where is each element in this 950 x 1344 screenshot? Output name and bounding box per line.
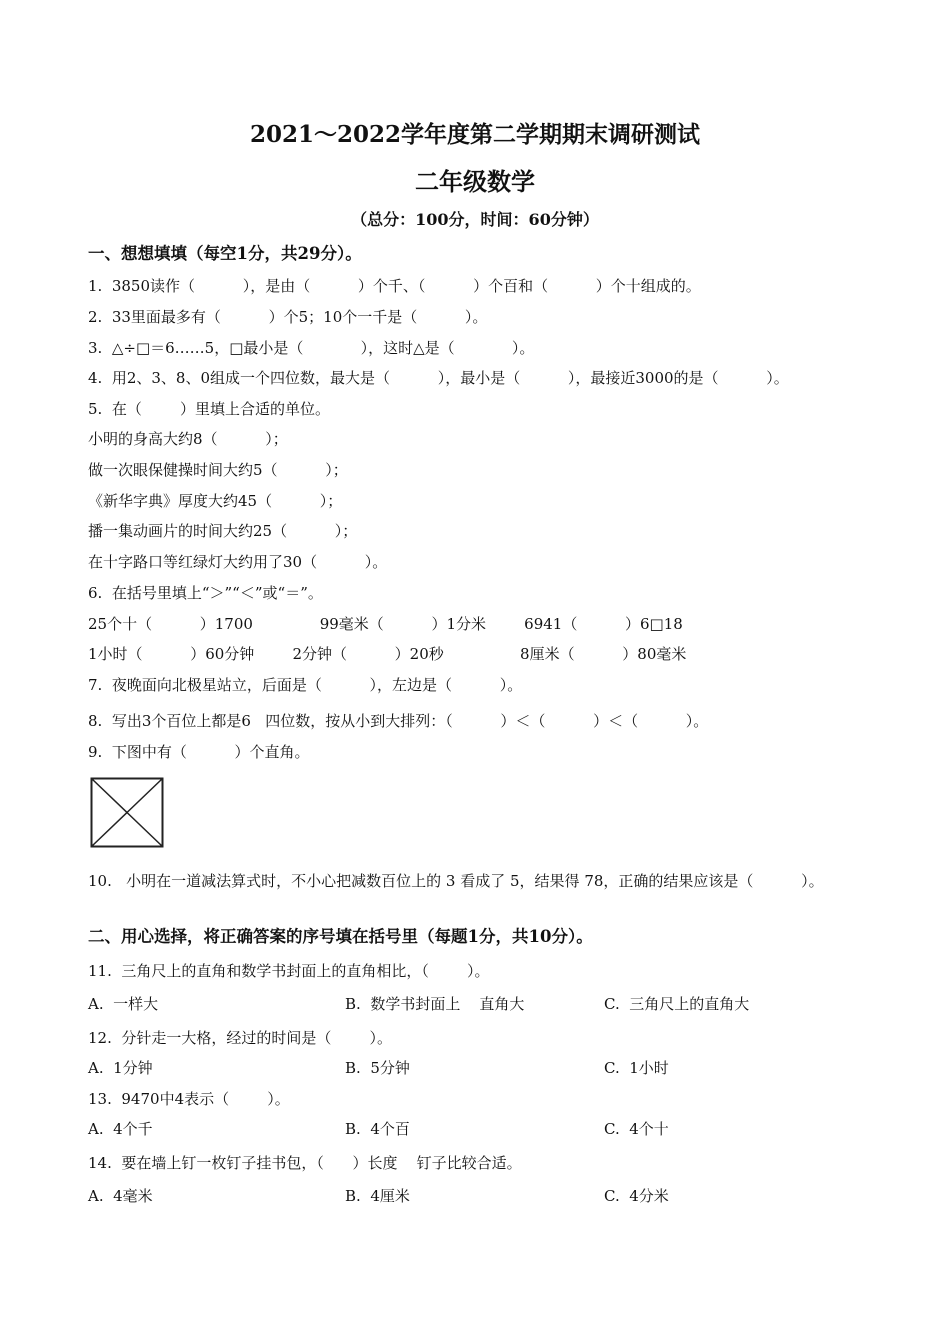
- question-11: 11. 三角尺上的直角和数学书封面上的直角相比，（ ）。: [88, 962, 490, 980]
- option-a: A. 4毫米: [88, 1187, 153, 1205]
- option-a: A. 4个千: [88, 1120, 153, 1138]
- question-5-item: 小明的身高大约8（ ）；: [88, 430, 288, 448]
- option-c: C. 三角尺上的直角大: [604, 995, 750, 1013]
- section2-heading: 二、用心选择，将正确答案的序号填在括号里（每题1分，共10分）。: [88, 927, 593, 946]
- question-1: 1. 3850读作（ ），是由（ ）个千、（ ）个百和（ ）个十组成的。: [88, 277, 701, 295]
- question-9: 9. 下图中有（ ）个直角。: [88, 743, 310, 761]
- option-b: B. 4厘米: [345, 1187, 410, 1205]
- question-6-row: 1小时（ ）60分钟 2分钟（ ）20秒 8厘米（ ）80毫米: [88, 645, 687, 663]
- option-c: C. 1小时: [604, 1059, 669, 1077]
- question-8: 8. 写出3个百位上都是6 四位数，按从小到大排列：（ ）＜（ ）＜（ ）。: [88, 712, 709, 730]
- question-2: 2. 33里面最多有（ ）个5；10个一千是（ ）。: [88, 308, 488, 326]
- question-5-item: 做一次眼保健操时间大约5（ ）；: [88, 461, 348, 479]
- square-diagonals-figure: [90, 777, 164, 848]
- question-13: 13. 9470中4表示（ ）。: [88, 1090, 290, 1108]
- option-a: A. 一样大: [88, 995, 159, 1013]
- question-5-item: 《新华字典》厚度大约45（ ）；: [88, 492, 343, 510]
- question-5-item: 播一集动画片的时间大约25（ ）；: [88, 522, 358, 540]
- question-3: 3. △÷□＝6……5，□最小是（ ），这时△是（ ）。: [88, 339, 535, 357]
- option-b: B. 5分钟: [345, 1059, 410, 1077]
- exam-meta: （总分：100分，时间：60分钟）: [351, 210, 599, 229]
- question-10: 10. 小明在一道减法算式时，不小心把减数百位上的 3 看成了 5，结果得 78，正确的结果应该是（ ）。: [88, 872, 824, 890]
- question-7: 7. 夜晚面向北极星站立，后面是（ ），左边是（ ）。: [88, 676, 523, 694]
- question-6-row: 25个十（ ）1700 99毫米（ ）1分米 6941（ ）6□18: [88, 615, 683, 633]
- option-a: A. 1分钟: [88, 1059, 153, 1077]
- question-14: 14. 要在墙上钉一枚钉子挂书包，（ ）长度 钉子比较合适。: [88, 1154, 522, 1172]
- option-c: C. 4分米: [604, 1187, 669, 1205]
- question-12: 12. 分针走一大格，经过的时间是（ ）。: [88, 1029, 393, 1047]
- question-6: 6. 在括号里填上“＞”“＜”或“＝”。: [88, 584, 323, 602]
- question-5: 5. 在（ ）里填上合适的单位。: [88, 400, 330, 418]
- section1-heading: 一、想想填填（每空1分，共29分）。: [88, 244, 362, 263]
- question-5-item: 在十字路口等红绿灯大约用了30（ ）。: [88, 553, 388, 571]
- option-b: B. 数学书封面上 直角大: [345, 995, 525, 1013]
- exam-subject: 二年级数学: [415, 167, 535, 196]
- question-4: 4. 用2、3、8、0组成一个四位数，最大是（ ），最小是（ ），最接近3000的是（ ）。: [88, 369, 789, 387]
- exam-title: 2021～2022学年度第二学期期末调研测试: [249, 121, 701, 148]
- option-c: C. 4个十: [604, 1120, 669, 1138]
- option-b: B. 4个百: [345, 1120, 410, 1138]
